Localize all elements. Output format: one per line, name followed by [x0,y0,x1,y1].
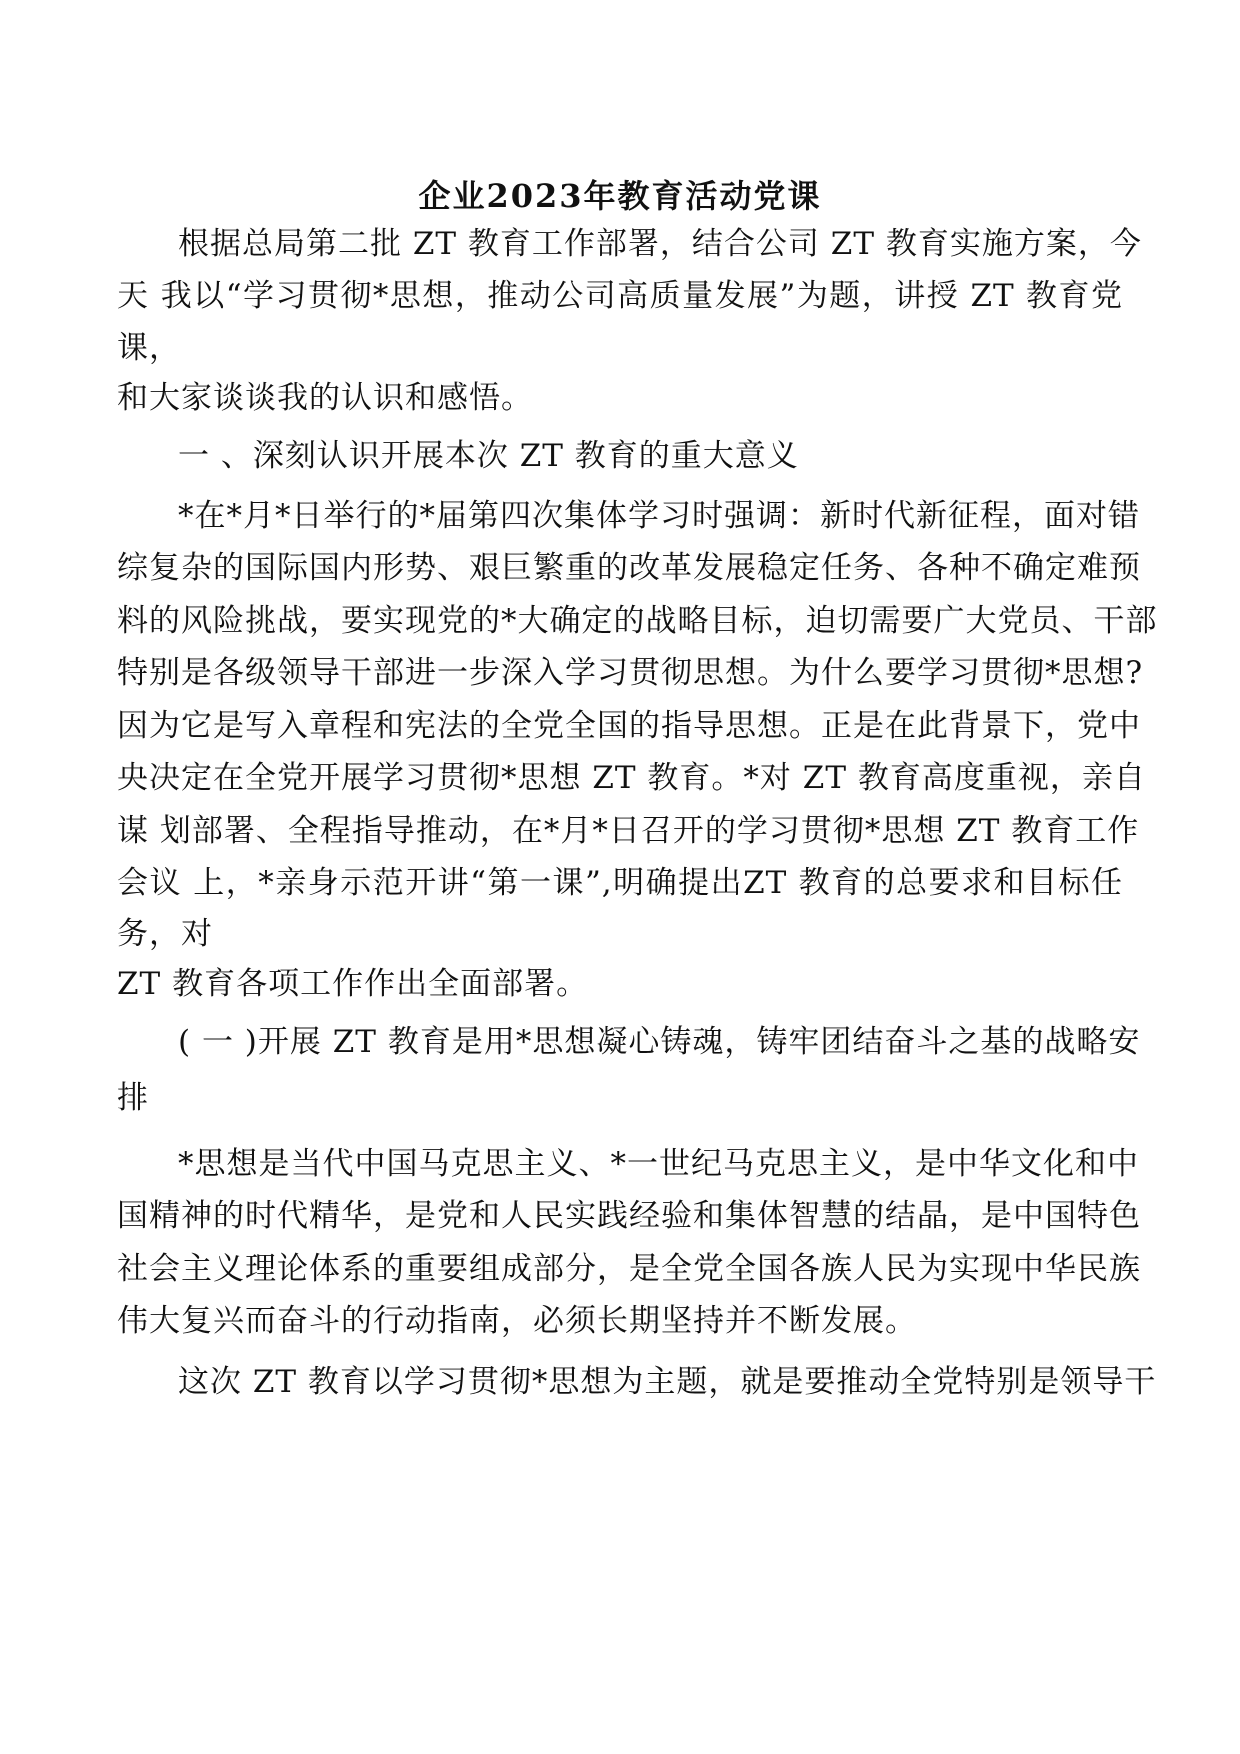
text-line: 这次 ZT 教育以学习贯彻*思想为主题，就是要推动全党特别是领导干 [178,1364,1157,1400]
text-line: 料的风险挑战，要实现党的*大确定的战略目标，迫切需要广大党员、干部 [117,603,1158,639]
text-line: 特别是各级领导干部进一步深入学习贯彻思想。为什么要学习贯彻*思想? [117,655,1144,691]
text-line: ZT 教育各项工作作出全面部署。 [117,966,589,1002]
text-line: 央决定在全党开展学习贯彻*思想 ZT 教育。*对 ZT 教育高度重视，亲自 [117,760,1146,796]
text-line: 天 我以“学习贯彻*思想，推动公司高质量发展”为题，讲授 ZT 教育党 [117,278,1123,314]
text-line: 因为它是写入章程和宪法的全党全国的指导思想。正是在此背景下，党中 [117,708,1141,744]
text-line: 根据总局第二批 ZT 教育工作部署，结合公司 ZT 教育实施方案，今 [178,226,1142,262]
text-line: *思想是当代中国马克思主义、*一世纪马克思主义，是中华文化和中 [178,1146,1139,1182]
text-line: 社会主义理论体系的重要组成部分，是全党全国各族人民为实现中华民族 [117,1251,1141,1287]
text-line: 综复杂的国际国内形势、艰巨繁重的改革发展稳定任务、各种不确定难预 [117,550,1141,586]
text-line: 课， [117,330,181,366]
text-line: *在*月*日举行的*届第四次集体学习时强调：新时代新征程，面对错 [178,498,1140,534]
text-line: 务，对 [117,916,213,952]
document-title: 企业2023年教育活动党课 [418,177,822,215]
section-heading: 一 、深刻认识开展本次 ZT 教育的重大意义 [178,438,799,474]
text-line: 会议 上，*亲身示范开讲“第一课”,明确提出ZT 教育的总要求和目标任 [117,865,1123,901]
subsection-heading-continued: 排 [117,1080,149,1116]
text-line: 和大家谈谈我的认识和感悟。 [117,380,533,416]
text-line: 伟大复兴而奋斗的行动指南，必须长期坚持并不断发展。 [117,1303,917,1339]
text-line: 谋 划部署、全程指导推动，在*月*日召开的学习贯彻*思想 ZT 教育工作 [117,813,1140,849]
text-line: 国精神的时代精华，是党和人民实践经验和集体智慧的结晶，是中国特色 [117,1198,1141,1234]
subsection-heading: ( 一 )开展 ZT 教育是用*思想凝心铸魂，铸牢团结奋斗之基的战略安 [178,1024,1141,1060]
